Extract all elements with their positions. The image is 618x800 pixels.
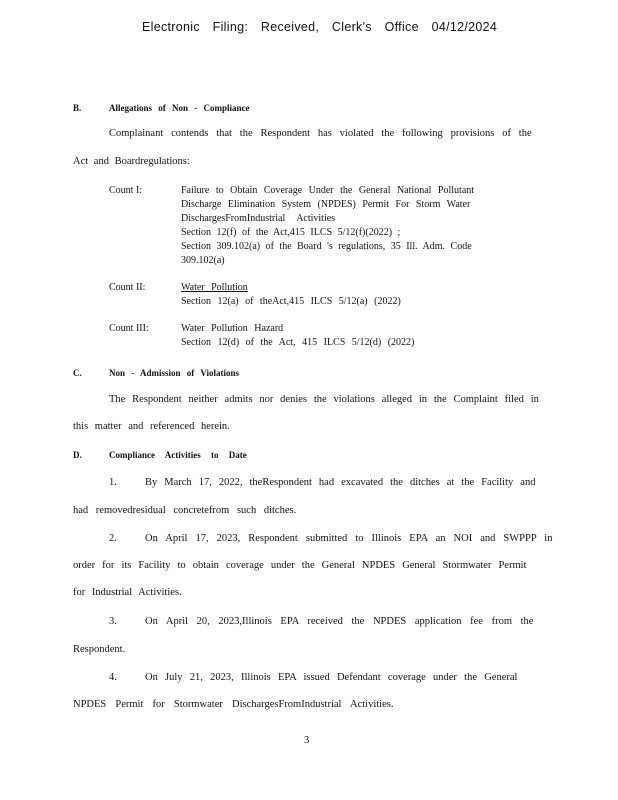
section-c-title: Non - Admission of Violations (109, 368, 240, 378)
count-3-line: Section 12(d) of the Act, 415 ILCS 5/12(d) (2022) (181, 337, 415, 348)
item-line: order for its Facility to obtain coverage under the General NPDES General Stormwater Permit (73, 560, 527, 571)
item-line: On April 17, 2023, Respondent submitted to Illinois EPA an NOI and SWPPP in (145, 533, 553, 544)
count-1-line: Section 309.102(a) of the Board 's regulations, 35 Ill. Adm. Code (181, 241, 472, 252)
count-2-title: Water Pollution (181, 282, 248, 293)
page-number: 3 (304, 735, 310, 746)
count-1-line: Section 12(f) of the Act,415 ILCS 5/12(f)(2022) ; (181, 227, 401, 238)
item-line: By March 17, 2022, theRespondent had excavated the ditches at the Facility and (145, 477, 536, 488)
filing-header: Electronic Filing: Received, Clerk's Office 04/12/2024 (142, 20, 498, 34)
section-b-intro-line2: Act and Boardregulations: (73, 156, 190, 167)
section-b-letter: B. (73, 103, 82, 113)
count-1-label: Count I: (109, 185, 143, 196)
section-c-line2: this matter and referenced herein. (73, 421, 230, 432)
count-1-line: 309.102(a) (181, 255, 225, 266)
count-2-label: Count II: (109, 282, 146, 293)
count-1-line: Failure to Obtain Coverage Under the General National Pollutant (181, 185, 475, 196)
count-1-line: DischargesFromIndustrial Activities (181, 213, 336, 224)
count-3-title: Water Pollution Hazard (181, 323, 284, 334)
section-c-letter: C. (73, 368, 82, 378)
item-line: On July 21, 2023, Illinois EPA issued Defendant coverage under the General (145, 672, 518, 683)
section-b-intro-line1: Complainant contends that the Respondent has violated the following provisions of the (109, 128, 532, 139)
item-number: 1. (109, 477, 117, 488)
item-line: had removedresidual concretefrom such ditches. (73, 505, 297, 516)
section-b-title: Allegations of Non - Compliance (109, 103, 250, 113)
item-number: 2. (109, 533, 117, 544)
section-d-letter: D. (73, 450, 82, 460)
count-1-line: Discharge Elimination System (NPDES) Permit For Storm Water (181, 199, 471, 210)
item-line: Respondent. (73, 644, 126, 655)
section-d-title: Compliance Activities to Date (109, 450, 247, 460)
item-line: On April 20, 2023,Illinois EPA received the NPDES application fee from the (145, 616, 534, 627)
item-line: for Industrial Activities. (73, 587, 182, 598)
count-2-line: Section 12(a) of theAct,415 ILCS 5/12(a) (2022) (181, 296, 401, 307)
item-number: 4. (109, 672, 117, 683)
count-3-label: Count III: (109, 323, 149, 334)
item-line: NPDES Permit for Stormwater DischargesFromIndustrial Activities. (73, 699, 394, 710)
section-c-line1: The Respondent neither admits nor denies the violations alleged in the Complaint filed in (109, 394, 539, 405)
item-number: 3. (109, 616, 117, 627)
